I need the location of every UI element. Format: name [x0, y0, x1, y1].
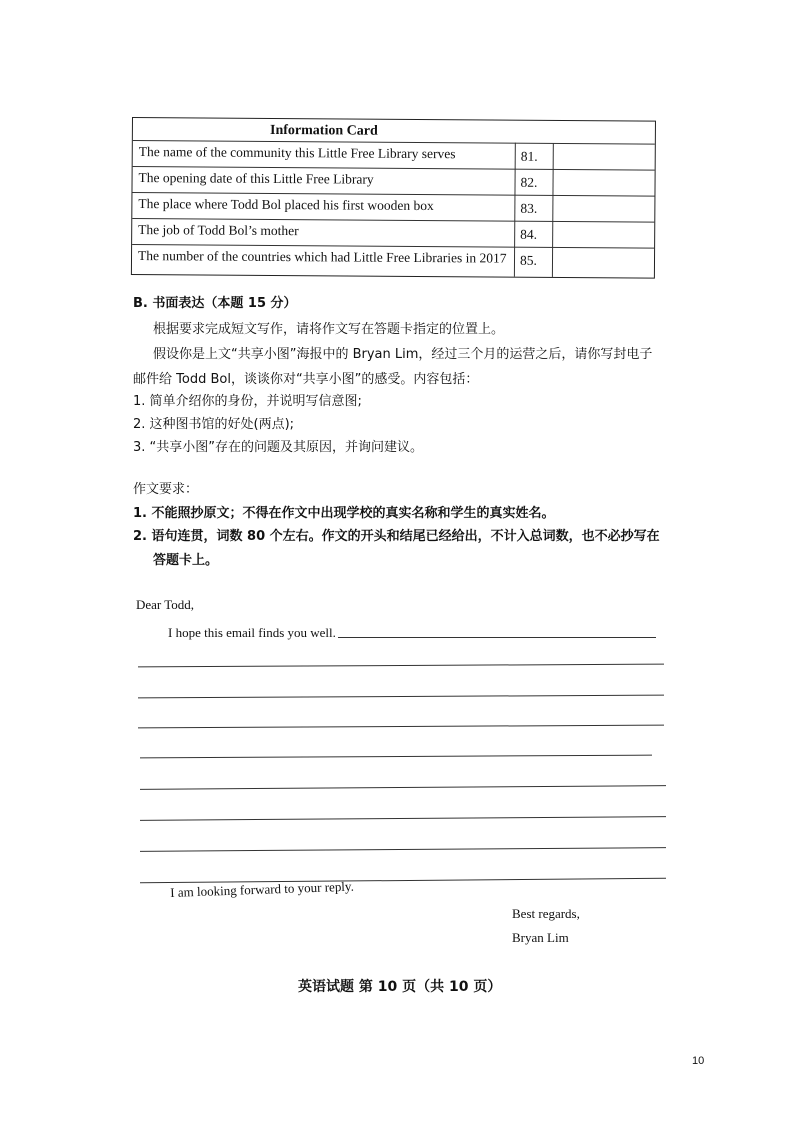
information-card-table: [131, 117, 656, 279]
requirement-1: 1. 不能照抄原文；不得在作文中出现学校的真实名称和学生的真实姓名。: [133, 506, 555, 521]
row-label: The number of the countries which had Little Free Libraries in 2017: [137, 248, 507, 266]
content-point-2: 2. 这种图书馆的好处(两点);: [133, 417, 295, 432]
content-point-3: 3. “共享小图”存在的问题及其原因，并询问建议。: [133, 440, 424, 455]
card-title: Information Card: [269, 122, 378, 139]
content-point-1: 1. 简单介绍你的身份，并说明写信意图;: [133, 394, 362, 409]
writing-line: [140, 847, 666, 852]
row-label: The job of Todd Bol’s mother: [138, 222, 299, 239]
writing-line: [140, 785, 666, 790]
requirement-2-cont: 答题卡上。: [153, 553, 219, 568]
letter-greeting: Dear Todd,: [136, 597, 195, 612]
writing-line: [338, 637, 656, 638]
section-b-title: B. 书面表达（本题 15 分）: [133, 296, 297, 311]
letter-closing: I am looking forward to your reply.: [170, 878, 355, 900]
writing-line: [140, 755, 652, 759]
letter-regards: Best regards,: [512, 906, 580, 921]
row-number: 82.: [520, 174, 538, 190]
requirements-title: 作文要求：: [133, 482, 199, 497]
section-b-instruction: 根据要求完成短文写作，请将作文写在答题卡指定的位置上。: [153, 322, 505, 337]
row-number: 81.: [520, 148, 538, 164]
page-footer: 英语试题 第 10 页（共 10 页）: [298, 979, 502, 995]
table-row: [132, 244, 654, 275]
row-number: 83.: [520, 200, 538, 216]
writing-line: [138, 695, 664, 699]
row-label: The place where Todd Bol placed his first wooden box: [138, 196, 434, 214]
letter-signature: Bryan Lim: [512, 930, 569, 945]
row-number: 84.: [520, 226, 538, 242]
scenario-line-1: 假设你是上文“共享小图”海报中的 Bryan Lim，经过三个月的运营之后，请你写封电子: [153, 347, 653, 362]
row-label: The name of the community this Little Free Library serves: [138, 144, 456, 162]
writing-line: [140, 816, 666, 821]
row-number: 85.: [519, 252, 537, 268]
page-number: 10: [692, 1055, 705, 1067]
writing-line: [138, 725, 664, 729]
row-label: The opening date of this Little Free Library: [138, 170, 374, 187]
writing-line: [138, 664, 664, 668]
requirement-2: 2. 语句连贯，词数 80 个左右。作文的开头和结尾已经给出，不计入总词数，也不必抄写在: [133, 529, 660, 544]
scenario-line-2: 邮件给 Todd Bol，谈谈你对“共享小图”的感受。内容包括：: [133, 372, 479, 387]
letter-opening: I hope this email finds you well.: [168, 625, 336, 640]
